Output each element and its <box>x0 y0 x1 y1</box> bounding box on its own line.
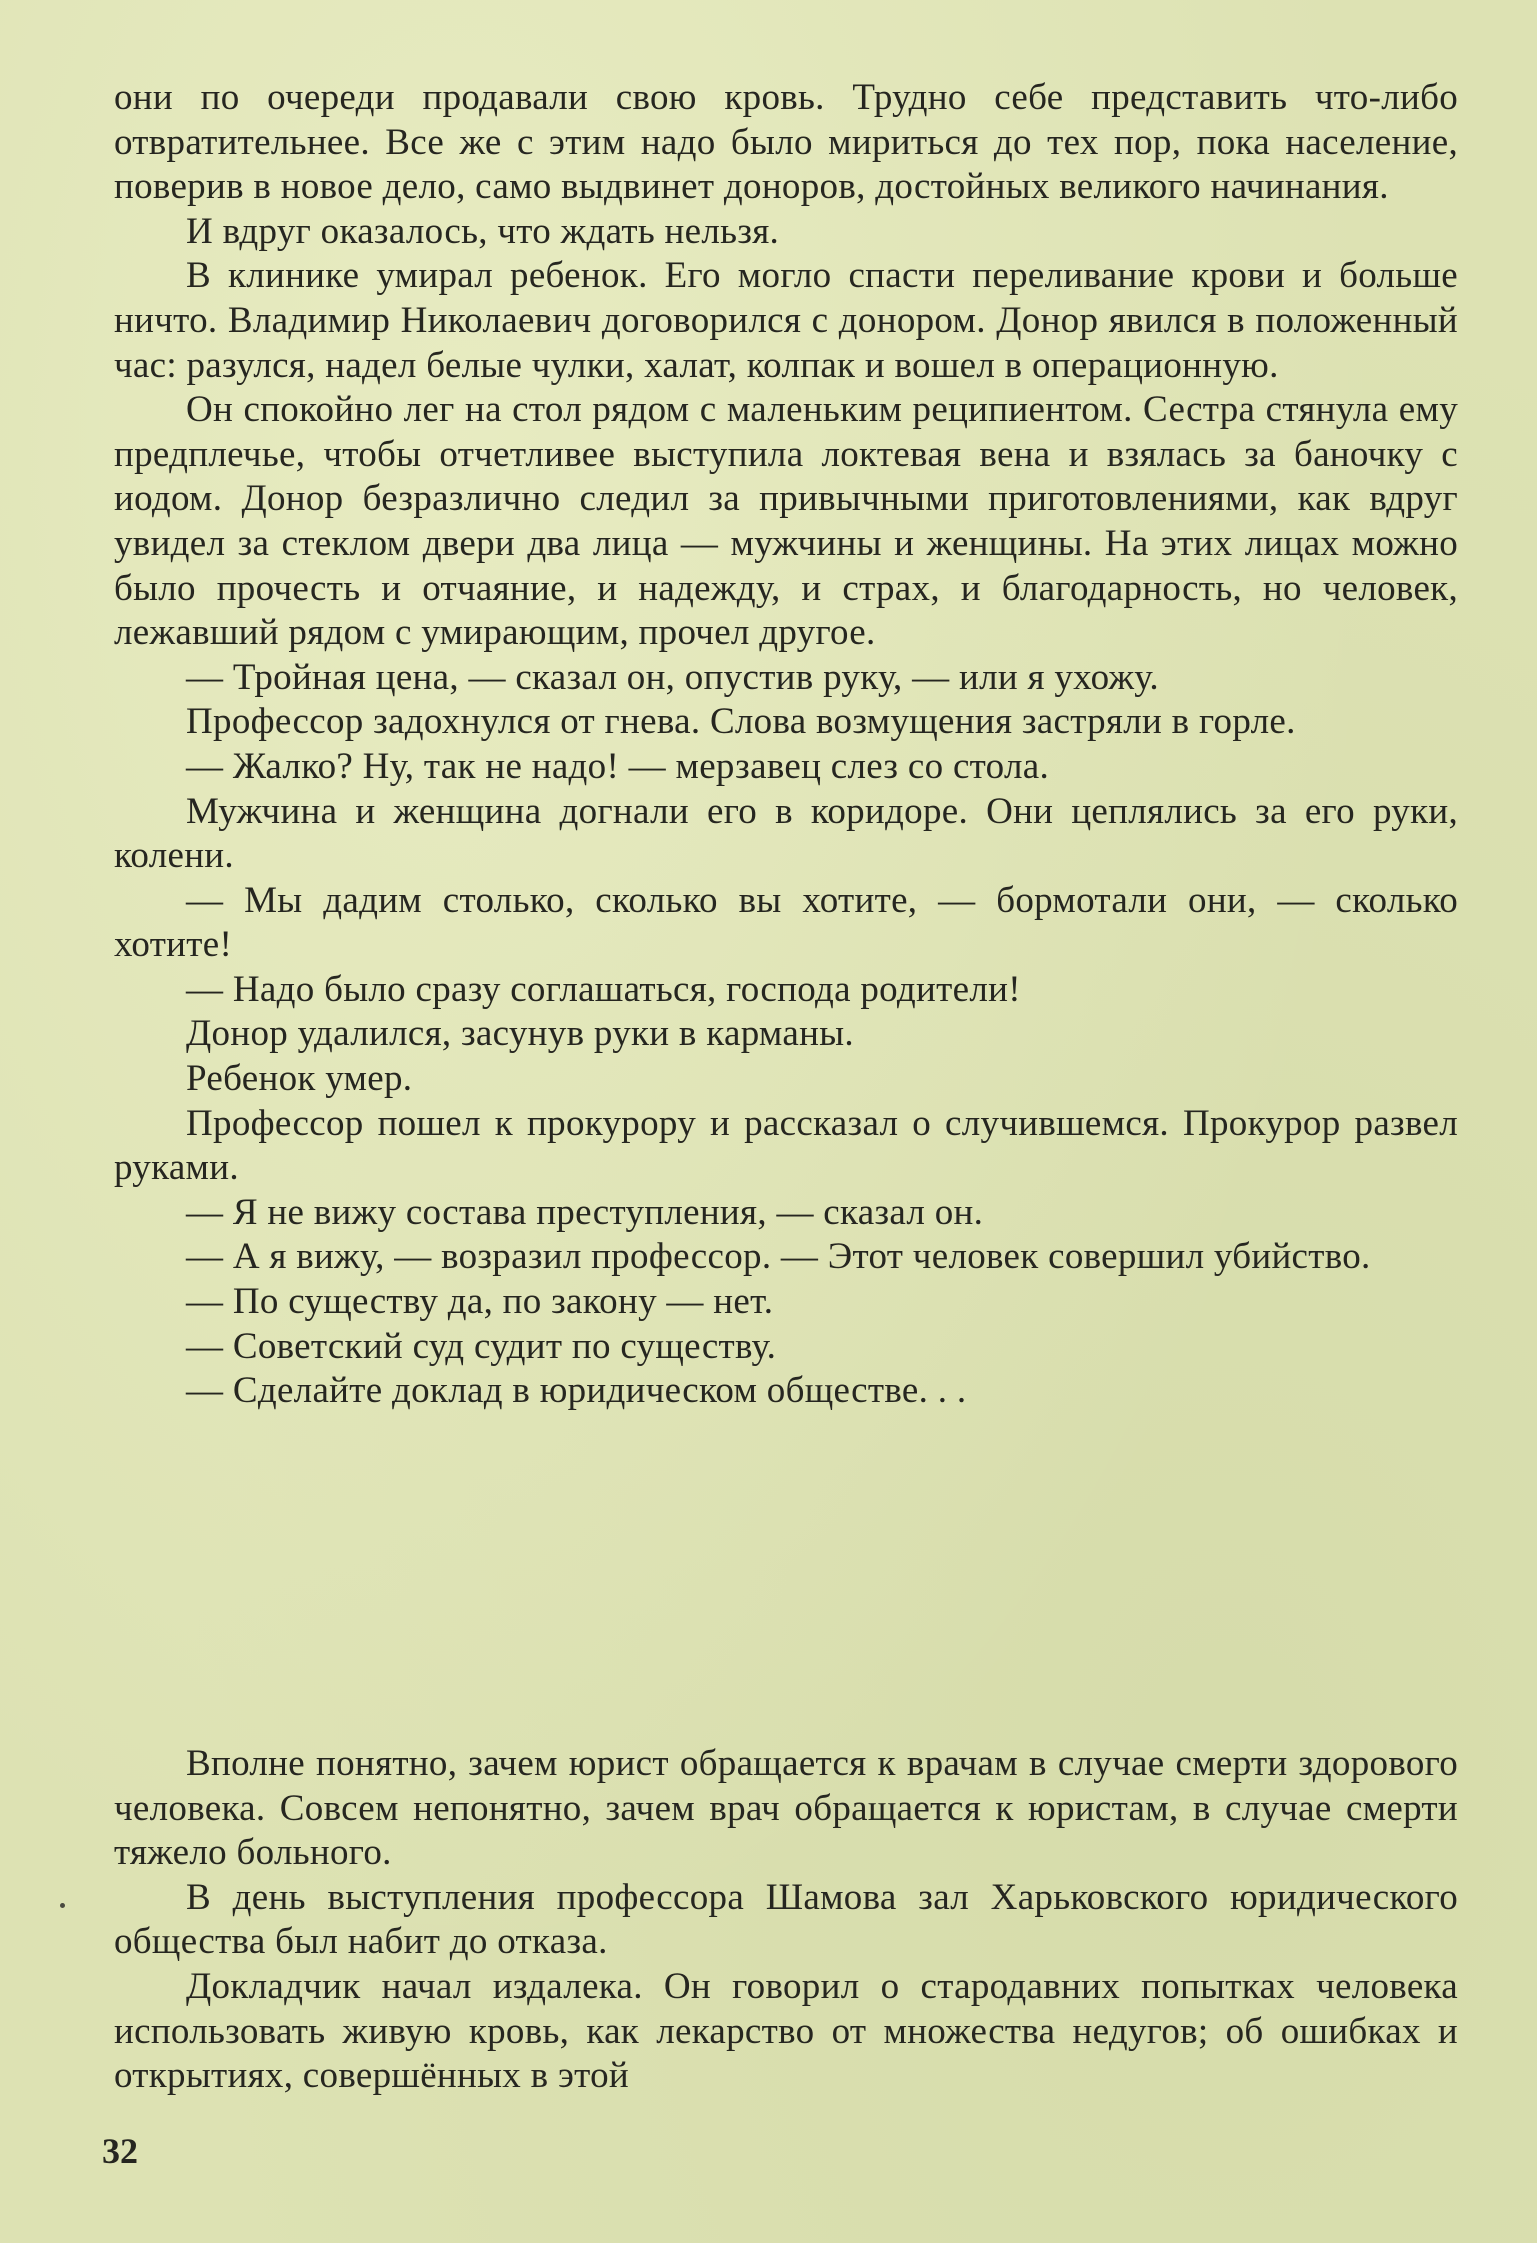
paragraph: Докладчик начал издалека. Он говорил о стародавних попытках человека использовать живую кровь, как лекарство от множества недугов; об ошибках и открытиях, совершённых в этой <box>114 1965 1458 2097</box>
paragraph: — Мы дадим столько, сколько вы хотите, — бормотали они, — сколько хотите! <box>114 879 1458 966</box>
paragraph: — Советский суд судит по существу. <box>186 1325 777 1367</box>
margin-mark <box>60 1903 65 1908</box>
paragraph: Донор удалился, засунув руки в карманы. <box>186 1013 854 1055</box>
paragraph: — Жалко? Ну, так не надо! — мерзавец слез со стола. <box>186 745 1049 787</box>
paragraph: Вполне понятно, зачем юрист обращается к врачам в случае смерти здорового человека. Совсем непонятно, зачем врач обращается к юристам, в случае смерти тяжело больного. <box>114 1743 1458 1874</box>
paragraph: И вдруг оказалось, что ждать нельзя. <box>186 210 780 252</box>
paragraph: они по очереди продавали свою кровь. Трудно себе представить что-либо отвратительнее. Все же с этим надо было мириться до тех пор, пока население, поверив в новое дело, само выдвинет доноров, достойных великого начинания. <box>114 77 1458 208</box>
page-number: 32 <box>102 2131 138 2171</box>
paragraph: В день выступления профессора Шамова зал Харьковского юридического общества был набит до отказа. <box>114 1876 1458 1963</box>
paragraph: — А я вижу, — возразил профессор. — Этот человек совершил убийство. <box>186 1236 1371 1278</box>
paragraph: — Сделайте доклад в юридическом обществе. . . <box>186 1370 967 1412</box>
paragraph: — По существу да, по закону — нет. <box>186 1281 774 1323</box>
paragraph: — Тройная цена, — сказал он, опустив руку, — или я ухожу. <box>186 656 1159 698</box>
paragraph: — Надо было сразу соглашаться, господа родители! <box>186 968 1021 1010</box>
paragraph: Он спокойно лег на стол рядом с маленьким реципиентом. Сестра стянула ему предплечье, чтобы отчетливее выступила локтевая вена и взялась за баночку с иодом. Донор безразлично следил за привычными приготовлениями, как вдруг увидел за стеклом двери два лица — мужчины и женщины. На этих лицах можно было прочесть и отчаяние, и надежду, и страх, и благодарность, но человек, лежавший рядом с умирающим, прочел другое. <box>114 389 1458 654</box>
paragraph: — Я не вижу состава преступления, — сказал он. <box>186 1191 984 1233</box>
text-section-1 <box>114 76 1458 1414</box>
text-section-2 <box>114 1742 1458 2099</box>
paragraph: Профессор пошел к прокурору и рассказал о случившемся. Прокурор развел руками. <box>114 1102 1458 1189</box>
paragraph: В клинике умирал ребенок. Его могло спасти переливание крови и больше ничто. Владимир Николаевич договорился с донором. Донор явился в положенный час: разулся, надел белые чулки, халат, колпак и вошел в операционную. <box>114 255 1458 386</box>
paragraph: Мужчина и женщина догнали его в коридоре. Они цеплялись за его руки, колени. <box>114 790 1458 877</box>
paragraph: Ребенок умер. <box>186 1058 413 1100</box>
paragraph: Профессор задохнулся от гнева. Слова возмущения застряли в горле. <box>186 701 1296 743</box>
